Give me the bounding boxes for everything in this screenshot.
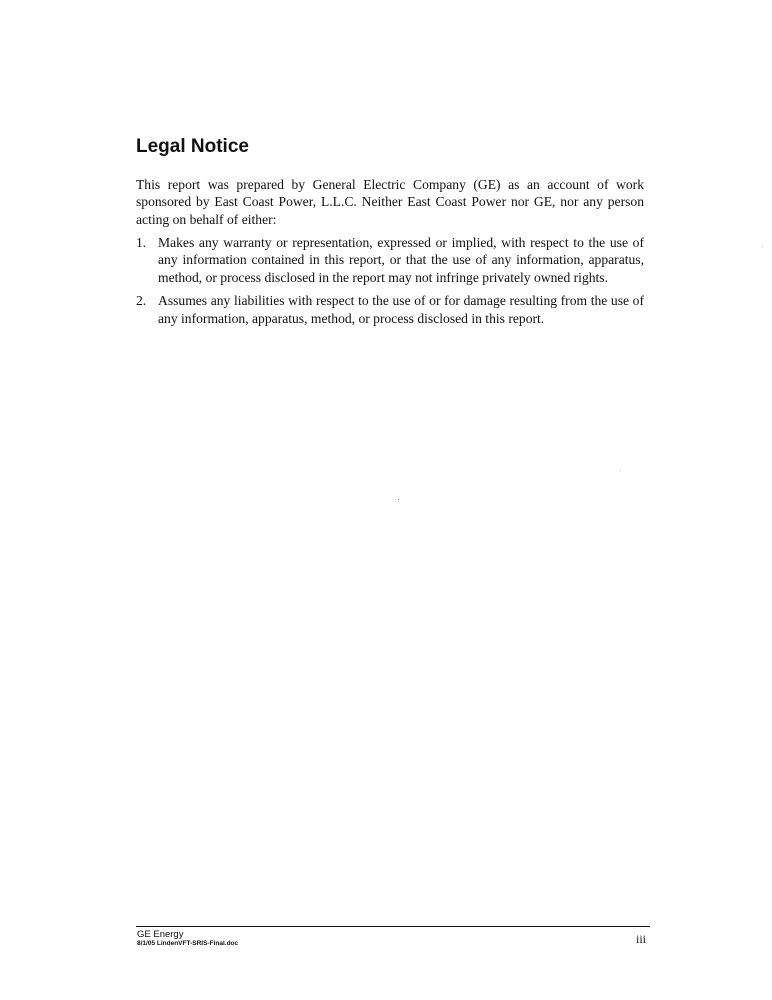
list-item <box>136 292 644 327</box>
list-item <box>136 234 644 286</box>
scan-speck <box>620 470 621 471</box>
disclaimer-list <box>136 234 644 333</box>
page-title: Legal Notice <box>136 136 249 157</box>
scan-speck <box>398 499 399 500</box>
list-item-text: Makes any warranty or representation, expressed or implied, with respect to the use of any information contained in this report, or that the use of any information, apparatus, method, or process disclosed in the report may not infringe privately owned rights. <box>158 235 644 285</box>
footer-organization: GE Energy <box>137 929 184 940</box>
list-item-number: 2. <box>136 293 147 309</box>
intro-paragraph: This report was prepared by General Electric Company (GE) as an account of work sponsored by East Coast Power, L.L.C. Neither East Coast Power nor GE, nor any person acting on behalf of either: <box>136 177 644 227</box>
list-item-number: 1. <box>136 235 147 250</box>
page-number: iii <box>636 932 647 946</box>
footer-file-reference: 8/1/05 LindenVFT-SRIS-Final.doc <box>137 940 239 947</box>
scan-speck <box>762 246 763 247</box>
list-item-text: Assumes any liabilities with respect to the use of or for damage resulting from the use of any information, apparatus, method, or process disclosed in this report. <box>158 293 644 326</box>
footer-divider <box>136 926 650 927</box>
